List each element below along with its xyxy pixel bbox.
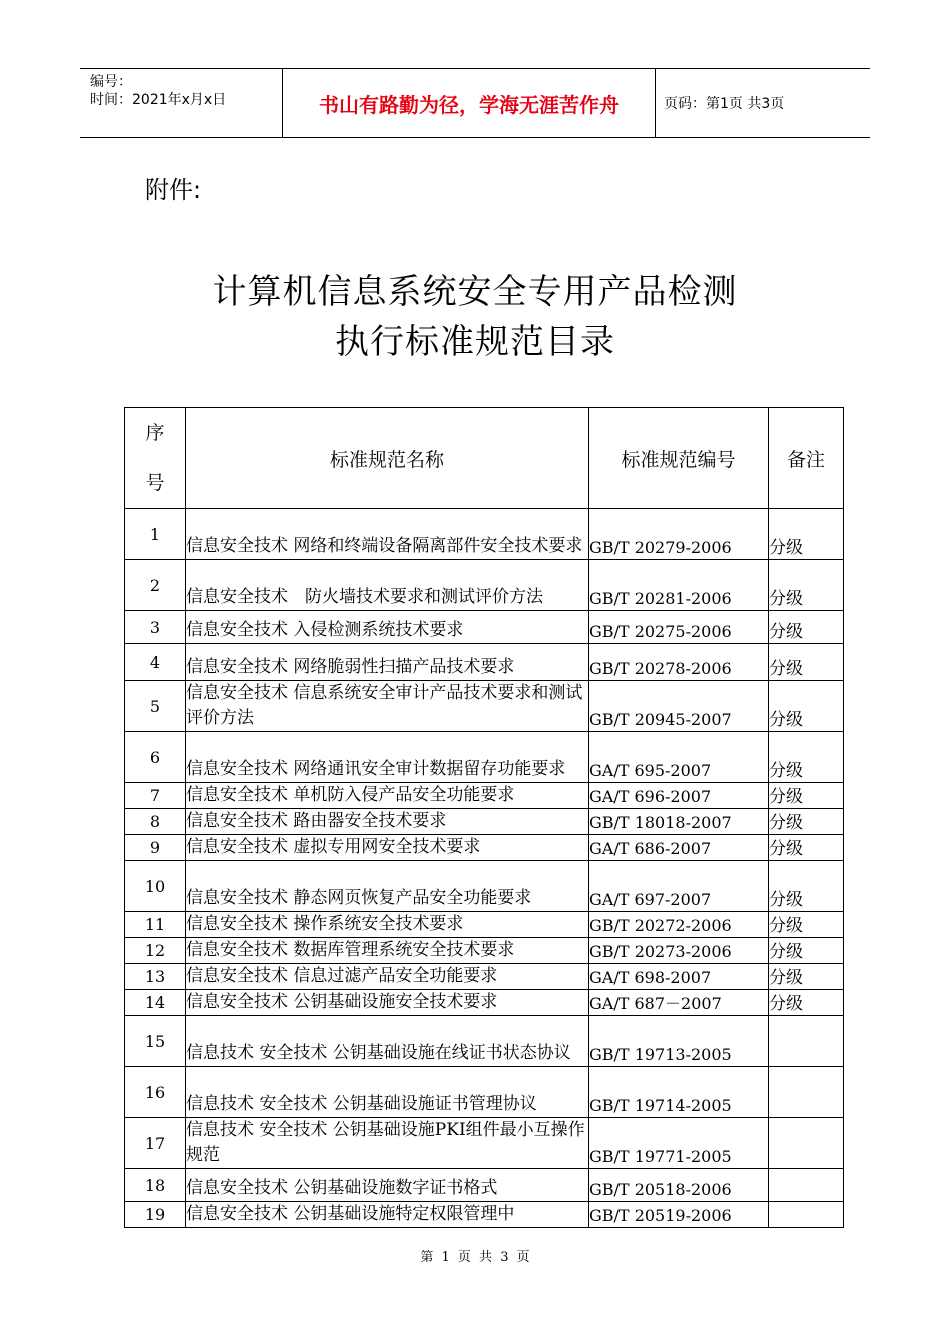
row-seq: 14 bbox=[125, 990, 186, 1016]
header-seq-top: 序 bbox=[145, 422, 165, 444]
header-meta bbox=[80, 69, 283, 137]
table-row bbox=[125, 990, 844, 1016]
table-row bbox=[125, 1202, 844, 1228]
row-name: 信息安全技术 网络通讯安全审计数据留存功能要求 bbox=[186, 732, 589, 783]
table-row bbox=[125, 611, 844, 644]
row-seq: 19 bbox=[125, 1202, 186, 1228]
row-code: GB/T 19771-2005 bbox=[589, 1118, 769, 1169]
row-seq: 8 bbox=[125, 809, 186, 835]
row-code: GB/T 20273-2006 bbox=[589, 938, 769, 964]
row-code: GA/T 687－2007 bbox=[589, 990, 769, 1016]
table-row bbox=[125, 835, 844, 861]
header-motto: 书山有路勤为径，学海无涯苦作舟 bbox=[283, 69, 656, 137]
row-note bbox=[769, 1202, 844, 1228]
row-name: 信息安全技术 操作系统安全技术要求 bbox=[186, 912, 589, 938]
row-code: GA/T 698-2007 bbox=[589, 964, 769, 990]
row-code: GA/T 697-2007 bbox=[589, 861, 769, 912]
row-note: 分级 bbox=[769, 783, 844, 809]
row-note: 分级 bbox=[769, 809, 844, 835]
row-code: GB/T 20945-2007 bbox=[589, 681, 769, 732]
row-note: 分级 bbox=[769, 835, 844, 861]
row-name: 信息技术 安全技术 公钥基础设施证书管理协议 bbox=[186, 1067, 589, 1118]
row-name: 信息安全技术 网络和终端设备隔离部件安全技术要求 bbox=[186, 509, 589, 560]
row-code: GB/T 19713-2005 bbox=[589, 1016, 769, 1067]
row-name: 信息安全技术 防火墙技术要求和测试评价方法 bbox=[186, 560, 589, 611]
row-code: GB/T 20281-2006 bbox=[589, 560, 769, 611]
table-row bbox=[125, 964, 844, 990]
table-row bbox=[125, 1169, 844, 1202]
table-row bbox=[125, 1067, 844, 1118]
row-seq: 10 bbox=[125, 861, 186, 912]
row-seq: 2 bbox=[125, 560, 186, 611]
row-name: 信息安全技术 公钥基础设施安全技术要求 bbox=[186, 990, 589, 1016]
row-note: 分级 bbox=[769, 560, 844, 611]
row-seq: 18 bbox=[125, 1169, 186, 1202]
row-name: 信息安全技术 静态网页恢复产品安全功能要求 bbox=[186, 861, 589, 912]
row-name: 信息安全技术 公钥基础设施数字证书格式 bbox=[186, 1169, 589, 1202]
table-row bbox=[125, 783, 844, 809]
row-name: 信息安全技术 单机防入侵产品安全功能要求 bbox=[186, 783, 589, 809]
row-name: 信息安全技术 公钥基础设施特定权限管理中 bbox=[186, 1202, 589, 1228]
document-title-line1: 计算机信息系统安全专用产品检测 bbox=[212, 272, 738, 312]
row-seq: 17 bbox=[125, 1118, 186, 1169]
header-page-info: 页码：第1页 共3页 bbox=[664, 96, 785, 112]
row-code: GA/T 696-2007 bbox=[589, 783, 769, 809]
row-name: 信息安全技术 信息过滤产品安全功能要求 bbox=[186, 964, 589, 990]
row-note: 分级 bbox=[769, 732, 844, 783]
row-name: 信息安全技术 入侵检测系统技术要求 bbox=[186, 611, 589, 644]
header-name: 标准规范名称 bbox=[186, 408, 589, 509]
row-note: 分级 bbox=[769, 938, 844, 964]
standards-table bbox=[124, 407, 844, 1228]
row-note: 分级 bbox=[769, 644, 844, 681]
row-seq: 11 bbox=[125, 912, 186, 938]
table-row bbox=[125, 560, 844, 611]
row-seq: 12 bbox=[125, 938, 186, 964]
row-code: GB/T 20519-2006 bbox=[589, 1202, 769, 1228]
row-seq: 5 bbox=[125, 681, 186, 732]
header-note: 备注 bbox=[769, 408, 844, 509]
row-seq: 15 bbox=[125, 1016, 186, 1067]
table-row bbox=[125, 681, 844, 732]
table-row bbox=[125, 644, 844, 681]
document-title-line2: 执行标准规范目录 bbox=[335, 322, 615, 362]
row-seq: 3 bbox=[125, 611, 186, 644]
row-code: GB/T 20518-2006 bbox=[589, 1169, 769, 1202]
time-label: 时间：2021年x月x日 bbox=[90, 92, 227, 108]
row-code: GA/T 686-2007 bbox=[589, 835, 769, 861]
row-note: 分级 bbox=[769, 912, 844, 938]
table-row bbox=[125, 938, 844, 964]
serial-label: 编号： bbox=[90, 74, 132, 90]
row-seq: 1 bbox=[125, 509, 186, 560]
document-header bbox=[80, 68, 870, 138]
row-code: GB/T 20279-2006 bbox=[589, 509, 769, 560]
row-name: 信息安全技术 虚拟专用网安全技术要求 bbox=[186, 835, 589, 861]
attachment-label: 附件: bbox=[145, 176, 202, 204]
table-row bbox=[125, 809, 844, 835]
row-note: 分级 bbox=[769, 681, 844, 732]
row-name: 信息技术 安全技术 公钥基础设施PKI组件最小互操作规范 bbox=[186, 1118, 589, 1169]
table-body bbox=[125, 509, 844, 1228]
row-code: GA/T 695-2007 bbox=[589, 732, 769, 783]
row-note: 分级 bbox=[769, 964, 844, 990]
row-seq: 4 bbox=[125, 644, 186, 681]
row-note: 分级 bbox=[769, 509, 844, 560]
row-seq: 16 bbox=[125, 1067, 186, 1118]
row-seq: 9 bbox=[125, 835, 186, 861]
row-name: 信息安全技术 路由器安全技术要求 bbox=[186, 809, 589, 835]
row-note: 分级 bbox=[769, 861, 844, 912]
row-note bbox=[769, 1118, 844, 1169]
row-name: 信息安全技术 信息系统安全审计产品技术要求和测试评价方法 bbox=[186, 681, 589, 732]
row-note: 分级 bbox=[769, 990, 844, 1016]
row-code: GB/T 20275-2006 bbox=[589, 611, 769, 644]
table-header-row bbox=[125, 408, 844, 509]
row-name: 信息技术 安全技术 公钥基础设施在线证书状态协议 bbox=[186, 1016, 589, 1067]
page-footer: 第 1 页 共 3 页 bbox=[420, 1250, 530, 1265]
row-name: 信息安全技术 数据库管理系统安全技术要求 bbox=[186, 938, 589, 964]
row-seq: 6 bbox=[125, 732, 186, 783]
row-code: GB/T 19714-2005 bbox=[589, 1067, 769, 1118]
row-note bbox=[769, 1016, 844, 1067]
row-note bbox=[769, 1067, 844, 1118]
header-seq-bottom: 号 bbox=[145, 472, 165, 494]
row-seq: 7 bbox=[125, 783, 186, 809]
row-code: GB/T 20272-2006 bbox=[589, 912, 769, 938]
table-row bbox=[125, 1016, 844, 1067]
row-note bbox=[769, 1169, 844, 1202]
row-note: 分级 bbox=[769, 611, 844, 644]
table-row bbox=[125, 509, 844, 560]
row-code: GB/T 18018-2007 bbox=[589, 809, 769, 835]
table-row bbox=[125, 1118, 844, 1169]
header-seq bbox=[125, 408, 186, 509]
row-seq: 13 bbox=[125, 964, 186, 990]
table-row bbox=[125, 861, 844, 912]
table-row bbox=[125, 732, 844, 783]
row-code: GB/T 20278-2006 bbox=[589, 644, 769, 681]
header-code: 标准规范编号 bbox=[589, 408, 769, 509]
row-name: 信息安全技术 网络脆弱性扫描产品技术要求 bbox=[186, 644, 589, 681]
table-row bbox=[125, 912, 844, 938]
